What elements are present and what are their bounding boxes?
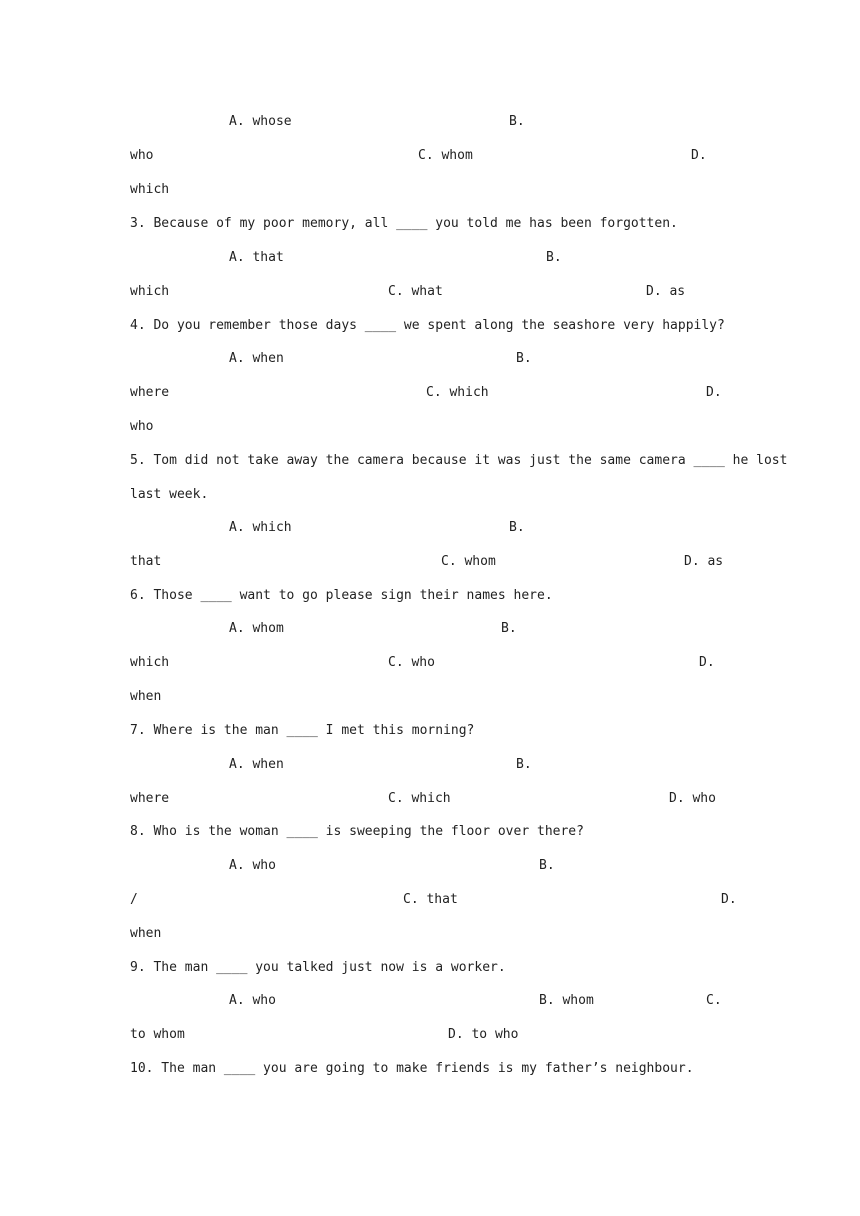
q4-option-d: D. — [706, 385, 722, 400]
q5-option-b-value: that — [130, 554, 162, 569]
q2-option-c: C. whom — [418, 148, 473, 163]
q2-option-d-value: which — [130, 182, 170, 197]
q8-option-d-value: when — [130, 926, 162, 941]
q5-option-c: C. whom — [441, 554, 496, 569]
q8-option-d: D. — [721, 892, 737, 907]
q7-option-b-value: where — [130, 791, 170, 806]
q8-stem: 8. Who is the woman ____ is sweeping the floor over there? — [130, 824, 584, 839]
q6-option-b-value: which — [130, 655, 170, 670]
q9-option-c-value: to whom — [130, 1027, 185, 1042]
q2-option-b-value: who — [130, 148, 154, 163]
q9-option-d: D. to who — [448, 1027, 519, 1042]
q5-option-d: D. as — [684, 554, 724, 569]
q2-option-b: B. — [509, 114, 525, 129]
q3-option-b: B. — [546, 250, 562, 265]
q5-stem-line2: last week. — [130, 487, 209, 502]
q6-option-c: C. who — [388, 655, 435, 670]
q6-option-a: A. whom — [229, 621, 284, 636]
q8-option-c: C. that — [403, 892, 458, 907]
q8-option-b: B. — [539, 858, 555, 873]
q3-option-c: C. what — [388, 284, 443, 299]
q5-stem-line1: 5. Tom did not take away the camera because it was just the same camera ____ he lost — [130, 453, 788, 468]
q7-stem: 7. Where is the man ____ I met this morning? — [130, 723, 475, 738]
q3-option-b-value: which — [130, 284, 170, 299]
q4-option-d-value: who — [130, 419, 154, 434]
q9-stem: 9. The man ____ you talked just now is a worker. — [130, 960, 506, 975]
q4-stem: 4. Do you remember those days ____ we spent along the seashore very happily? — [130, 318, 725, 333]
q3-option-d: D. as — [646, 284, 686, 299]
q5-option-b: B. — [509, 520, 525, 535]
q6-stem: 6. Those ____ want to go please sign their names here. — [130, 588, 553, 603]
q7-option-c: C. which — [388, 791, 451, 806]
q4-option-b: B. — [516, 351, 532, 366]
q9-option-a: A. who — [229, 993, 276, 1008]
q4-option-c: C. which — [426, 385, 489, 400]
q6-option-d-value: when — [130, 689, 162, 704]
q6-option-d: D. — [699, 655, 715, 670]
q6-option-b: B. — [501, 621, 517, 636]
q2-option-a: A. whose — [229, 114, 292, 129]
q7-option-b: B. — [516, 757, 532, 772]
q4-option-a: A. when — [229, 351, 284, 366]
q4-option-b-value: where — [130, 385, 170, 400]
q8-option-b-value: / — [130, 892, 138, 907]
q8-option-a: A. who — [229, 858, 276, 873]
q3-option-a: A. that — [229, 250, 284, 265]
q9-option-b: B. whom — [539, 993, 594, 1008]
q7-option-d: D. who — [669, 791, 716, 806]
q7-option-a: A. when — [229, 757, 284, 772]
q5-option-a: A. which — [229, 520, 292, 535]
q10-stem: 10. The man ____ you are going to make friends is my father’s neighbour. — [130, 1061, 694, 1076]
q2-option-d: D. — [691, 148, 707, 163]
q3-stem: 3. Because of my poor memory, all ____ you told me has been forgotten. — [130, 216, 678, 231]
q9-option-c: C. — [706, 993, 722, 1008]
